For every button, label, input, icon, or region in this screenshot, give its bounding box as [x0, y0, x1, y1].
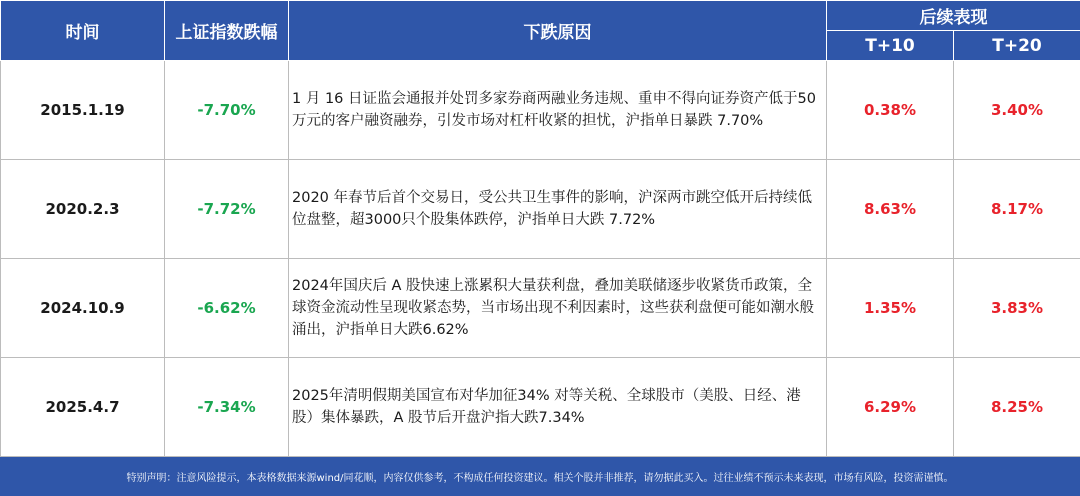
header-t20: T+20	[954, 31, 1080, 61]
row-t20: 8.25%	[954, 358, 1080, 457]
row-t20: 3.40%	[954, 61, 1080, 160]
disclaimer-footer	[0, 457, 1080, 496]
row-reason: 2024年国庆后 A 股快速上涨累积大量获利盘，叠加美联储逐步收紧货币政策，全球资金流动性呈现收紧态势，当市场出现不利因素时，这些获利盘便可能如潮水般涌出，沪指单日大跌6.62%	[289, 259, 827, 358]
table-header-row	[1, 1, 1080, 31]
row-drop: -6.62%	[165, 259, 289, 358]
row-t20: 8.17%	[954, 160, 1080, 259]
header-reason: 下跌原因	[289, 1, 827, 61]
header-t10: T+10	[827, 31, 954, 61]
row-reason: 1 月 16 日证监会通报并处罚多家券商两融业务违规、重申不得向证券资产低于50万元的客户融资融券，引发市场对杠杆收紧的担忧，沪指单日暴跌 7.70%	[289, 61, 827, 160]
row-t10: 0.38%	[827, 61, 954, 160]
row-drop: -7.72%	[165, 160, 289, 259]
row-drop: -7.34%	[165, 358, 289, 457]
table-row	[1, 358, 1080, 457]
table-row	[1, 61, 1080, 160]
header-followup: 后续表现	[827, 1, 1080, 31]
row-t20: 3.83%	[954, 259, 1080, 358]
row-drop: -7.70%	[165, 61, 289, 160]
row-t10: 6.29%	[827, 358, 954, 457]
header-index-drop: 上证指数跌幅	[165, 1, 289, 61]
row-reason: 2025年清明假期美国宣布对华加征34% 对等关税、全球股市（美股、日经、港股）集体暴跌，A 股节后开盘沪指大跌7.34%	[289, 358, 827, 457]
table-row	[1, 160, 1080, 259]
table-row	[1, 259, 1080, 358]
row-date: 2025.4.7	[1, 358, 165, 457]
row-date: 2024.10.9	[1, 259, 165, 358]
row-t10: 1.35%	[827, 259, 954, 358]
row-date: 2015.1.19	[1, 61, 165, 160]
header-time: 时间	[1, 1, 165, 61]
row-reason: 2020 年春节后首个交易日，受公共卫生事件的影响，沪深两市跳空低开后持续低位盘整，超3000只个股集体跌停，沪指单日大跌 7.72%	[289, 160, 827, 259]
disclaimer-text: 特别声明：注意风险提示，本表格数据来源wind/同花顺，内容仅供参考，不构成任何投资建议。相关个股并非推荐，请勿据此买入。过往业绩不预示未来表现，市场有风险，投资需谨慎。	[126, 473, 954, 484]
row-date: 2020.2.3	[1, 160, 165, 259]
row-t10: 8.63%	[827, 160, 954, 259]
